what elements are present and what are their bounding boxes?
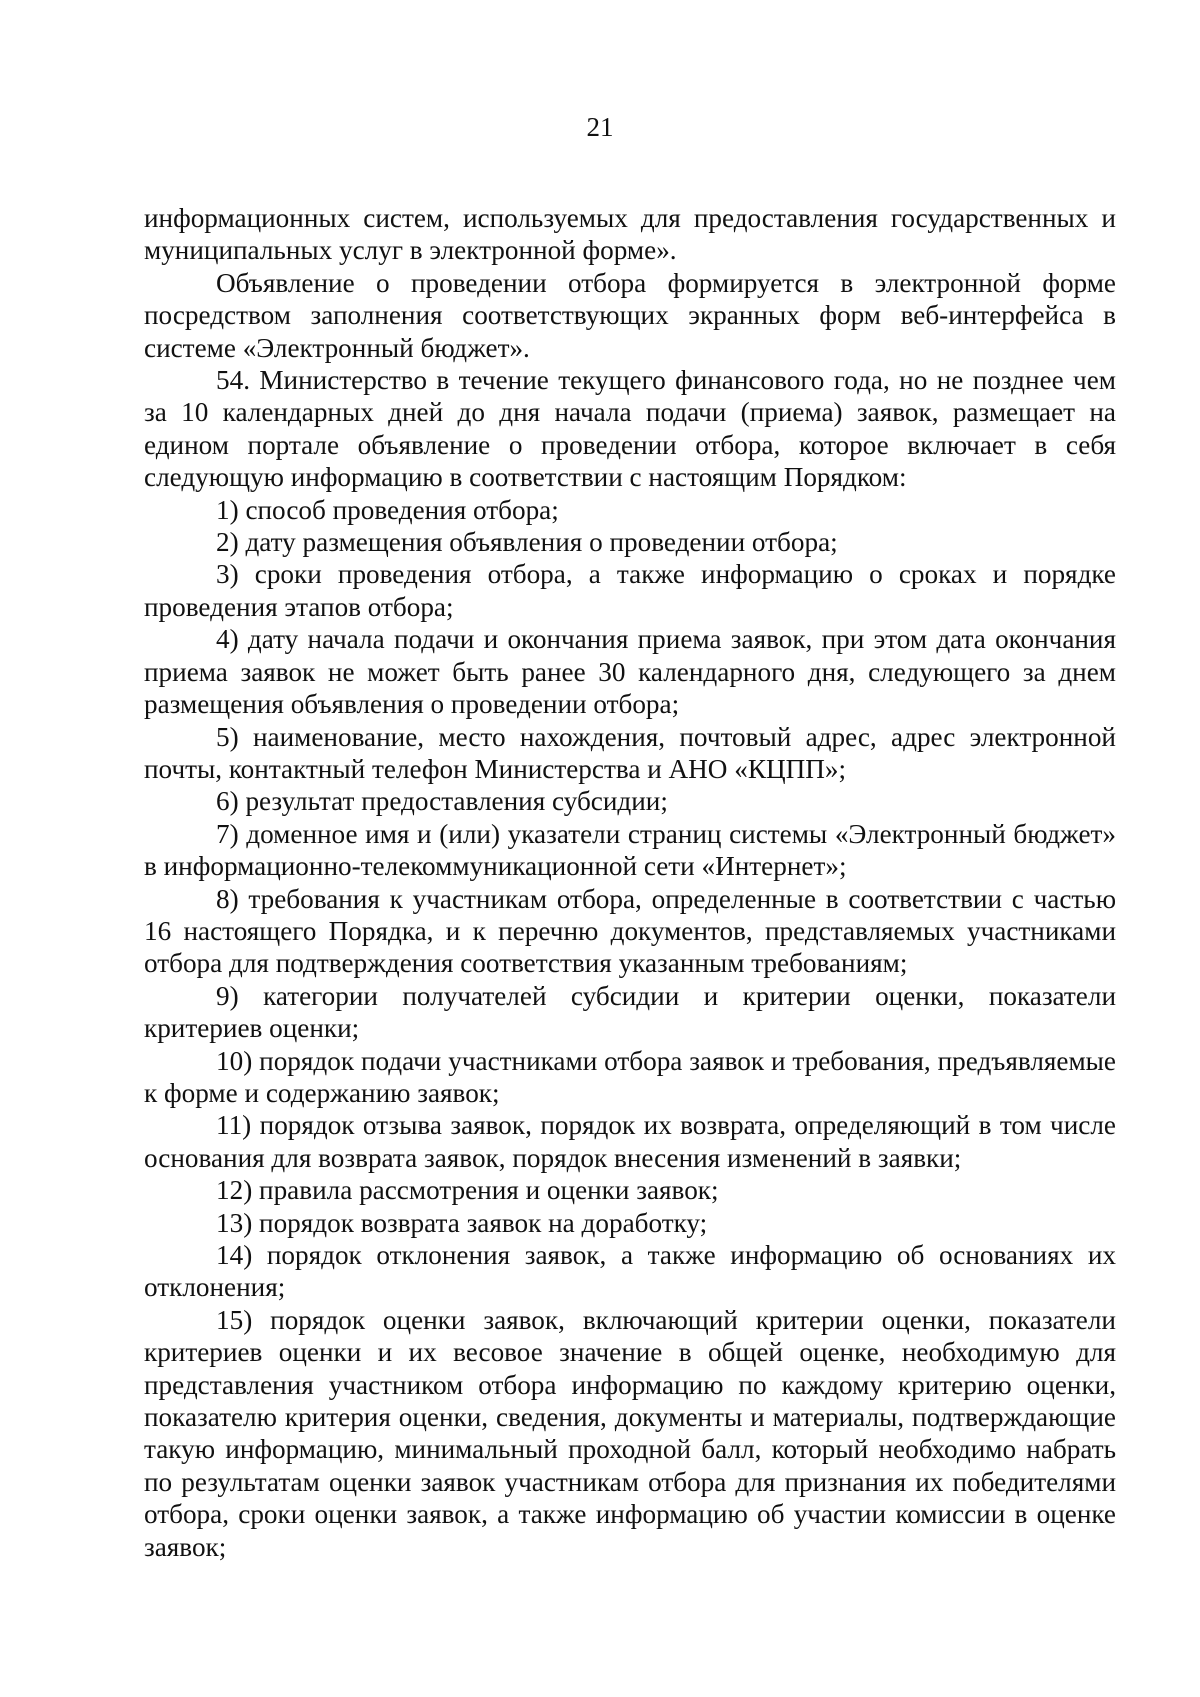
paragraph-announcement-form: Объявление о проведении отбора формируется в электронной форме посредством заполнения соответствующих экранных форм веб-интерфейса в системе «Электронный бюджет». [144, 267, 1116, 363]
list-item-6: 6) результат предоставления субсидии; [216, 786, 668, 817]
list-item-2: 2) дату размещения объявления о проведении отбора; [216, 527, 838, 558]
paragraph-continuation: информационных систем, используемых для предоставления государственных и муниципальных услуг в электронной форме». [144, 203, 1116, 266]
list-item-3: 3) сроки проведения отбора, а также информацию о сроках и порядке проведения этапов отбора; [144, 559, 1116, 622]
list-item-8: 8) требования к участникам отбора, определенные в соответствии с частью 16 настоящего Порядка, и к перечню документов, представляемых участниками отбора для подтверждения соответствия указанным требованиям; [144, 883, 1116, 979]
list-item-14: 14) порядок отклонения заявок, а также информацию об основаниях их отклонения; [144, 1240, 1116, 1303]
list-item-15: 15) порядок оценки заявок, включающий критерии оценки, показатели критериев оценки и их весовое значение в общей оценке, необходимую для представления участником отбора информацию по каждому критерию оценки, показателю критерия оценки, сведения, документы и материалы, подтверждающие такую информацию, минимальный проходной балл, который необходимо набрать по результатам оценки заявок участникам отбора для признания их победителями отбора, сроки оценки заявок, а также информацию об участии комиссии в оценке заявок; [144, 1304, 1116, 1562]
list-item-13: 13) порядок возврата заявок на доработку; [216, 1207, 708, 1238]
list-item-12: 12) правила рассмотрения и оценки заявок; [216, 1175, 719, 1206]
page-number: 21 [586, 112, 614, 142]
list-item-4: 4) дату начала подачи и окончания приема заявок, при этом дата окончания приема заявок не может быть ранее 30 календарного дня, следующего за днем размещения объявления о проведении отбора; [144, 624, 1116, 720]
document-body [144, 202, 1116, 1563]
list-item-1: 1) способ проведения отбора; [216, 494, 559, 525]
list-item-9: 9) категории получателей субсидии и критерии оценки, показатели критериев оценки; [144, 980, 1116, 1044]
list-item-5: 5) наименование, место нахождения, почтовый адрес, адрес электронной почты, контактный телефон Министерства и АНО «КЦПП»; [144, 721, 1116, 784]
list-item-7: 7) доменное имя и (или) указатели страниц системы «Электронный бюджет» в информационно-телекоммуникационной сети «Интернет»; [144, 818, 1116, 882]
list-item-10: 10) порядок подачи участниками отбора заявок и требования, предъявляемые к форме и содержанию заявок; [144, 1045, 1116, 1108]
paragraph-clause-54: 54. Министерство в течение текущего финансового года, но не позднее чем за 10 календарных дней до дня начала подачи (приема) заявок, размещает на едином портале объявление о проведении отбора, которое включает в себя следующую информацию в соответствии с настоящим Порядком: [144, 365, 1116, 493]
list-item-11: 11) порядок отзыва заявок, порядок их возврата, определяющий в том числе основания для возврата заявок, порядок внесения изменений в заявки; [144, 1110, 1116, 1173]
